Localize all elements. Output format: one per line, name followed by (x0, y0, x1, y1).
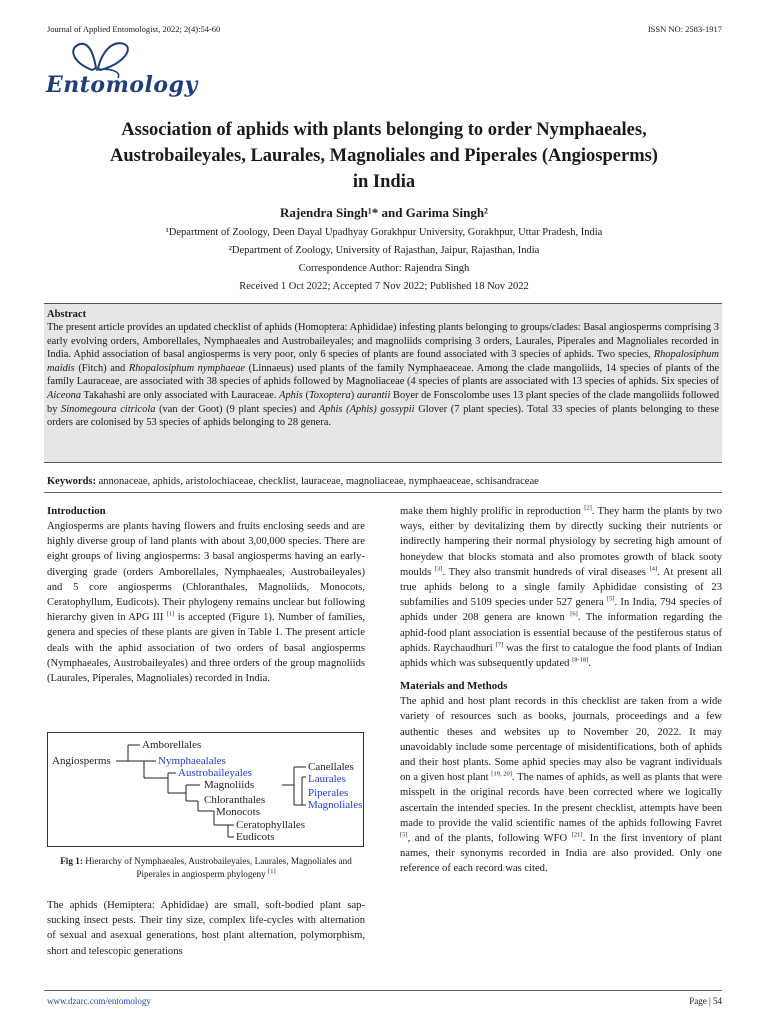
title-line: Association of aphids with plants belonging to order Nymphaeales, (121, 120, 647, 140)
fig-canellales: Canellales (308, 761, 354, 773)
phylogeny-figure (47, 732, 364, 847)
affiliation-1: ¹Department of Zoology, Deen Dayal Upadhyay Gorakhpur University, Gorakhpur, Uttar Pradesh, India (165, 227, 603, 238)
abstract-text: The present article provides an updated checklist of aphids (Homoptera: Aphididae) infesting plants belonging to groups/clades: Basal angiosperms comprising 3 early evolving orders, Amborellales, Nymphaeales and Austrobaileyales; and magnoliids comprising 3 orders, Laurales, Piperales and Magnoliales recorded in India. Aphid association of basal angiosperms is very poor, only 6 species of plants are found associated with 3 species of aphids. Two species, Rhopalosiphum maidis (Fitch) and Rhopalosiphum nymphaeae (Linnaeus) used plants of the family Nymphaeaceae. Among the clade mangoliids, 14 species of plants of the family Lauraceae, are associated with 38 species of aphids followed by Magnoliaceae (4 species of plants are associated with 13 species of aphids. Six species of Aiceona Takahashi are only associated with Lauraceae. Aphis (Toxoptera) aurantii Boyer de Fonscolombe uses 13 plant species of the clade mangoliids followed by Sinomegoura citricola (van der Goot) (9 plant species) and Aphis (Aphis) gossypii Glover (7 plant species). Total 33 species of plants belonging to these orders are colonised by 53 species of aphids belonging to 28 genera. (47, 322, 720, 429)
page-number: Page | 54 (689, 996, 722, 1006)
keywords: Keywords: annonaceae, aphids, aristolochiaceae, checklist, lauraceae, magnoliaceae, nymphaeaceae, schisandraceae (47, 476, 539, 487)
intro-paragraph: Angiosperms are plants having flowers and fruits enclosing seeds and are highly diverse group of land plants with about 3,00,000 species. There are eight groups of living angiosperms: 3 basal angiosperms having an early-diverging grade (orders Amborellales, Nymphaeales, Austrobaileyales) and 5 core angiosperms (Chloranthales, Magnoliids, Monocots, Ceratophyllum, Eudicots). Their phylogeny remains unclear but following hierarchy given in APG III [1] is accepted (Figure 1). Number of families, genera and species of these plants are given in Table 1. The present article deals with the aphid association of two orders of basal angiosperms (Nymphaeales, Austrobaileyales) and three orders of the group magnoliids (Laurales, Piperales, Magnoliales) recorded in India. (47, 521, 365, 685)
fig-eudicots: Eudicots (236, 831, 275, 843)
fig-magnoliids: Magnoliids (204, 779, 255, 791)
fig-piperales: Piperales (308, 787, 349, 799)
title-line: Austrobaileyales, Laurales, Magnoliales and Piperales (Angiosperms) (110, 146, 658, 166)
title-line: in India (352, 172, 416, 192)
fig-ceratophyllales: Ceratophyllales (236, 819, 306, 831)
fig-monocots: Monocots (216, 806, 260, 818)
divider (44, 492, 722, 493)
left-column-continued (47, 898, 365, 959)
aphids-paragraph: The aphids (Hemiptera: Aphididae) are small, soft-bodied plant sap-sucking insect pests. Their tiny size, complex life-cycles with alternation of sexual and asexual generations, host plant alternation, polymorphism, short and telescopic generations (47, 900, 365, 957)
logo-text: Entomology (46, 72, 198, 98)
footer-url-link[interactable]: www.dzarc.com/entomology (47, 996, 151, 1006)
intro-heading: Introduction (47, 505, 106, 517)
fig-magnoliales: Magnoliales (308, 799, 363, 811)
authors: Rajendra Singh¹* and Garima Singh² (280, 205, 488, 220)
methods-heading: Materials and Methods (400, 680, 508, 693)
abstract-box (44, 303, 722, 463)
intro-continued: make them highly prolific in reproduction [2]. They harm the plants by two ways, either by devitalizing them by directly sucking their nutrients or indirectly hampering their normal physiology by secreting high amount of honeydew that blocks stomata and also promotes growth of black sooty moulds [3]. They also transmit hundreds of viral diseases [4]. At present all true aphids belong to a single family Aphididae consisting of 23 subfamilies and 5109 species under 527 genera [5]. In India, 794 species of aphids under 208 genera are known [6]. The information regarding the aphid-food plant association is essential because of the pestiferous status of aphids. Raychaudhuri [7] was the first to catalogue the food plants of Indian aphids which was subsequently updated [8-18]. (400, 504, 722, 670)
affiliation-2: ²Department of Zoology, University of Rajasthan, Jaipur, Rajasthan, India (228, 245, 540, 256)
methods-paragraph: The aphid and host plant records in this checklist are taken from a wide variety of resources such as books, journals, proceedings and a few authentic theses and websites up to November 20, 2022. It may unavoidably include some percentage of misidentifications, both of aphids and their host plants. Some aphid species may also be vagrant individuals on a given host plant [19, 20]. The names of aphids, as well as plants that were misspelt in the original records have been corrected where we logically ascertain the intended species. In the present checklist, attempts have been made to provide the valid scientific names of the aphids following Favret [5], and of the plants, following WFO [21]. In the first inventory of plant names, their synonyms recorded in India are also provided. Only one reference of each record was cited. (400, 696, 723, 875)
fig-amborellales: Amborellales (142, 739, 202, 751)
footer-divider (44, 990, 722, 991)
fig-laurales: Laurales (308, 773, 346, 785)
article-title (40, 117, 728, 195)
right-column (400, 504, 722, 877)
fig-chloranthales: Chloranthales (204, 794, 266, 806)
issn: ISSN NO: 2583-1917 (647, 24, 722, 34)
journal-citation: Journal of Applied Entomologist, 2022; 2(4):54-60 (47, 24, 221, 34)
fig-nymphaeales: Nymphaealales (158, 755, 226, 767)
abstract-heading: Abstract (47, 309, 87, 320)
left-column (47, 504, 365, 686)
dates: Received 1 Oct 2022; Accepted 7 Nov 2022; Published 18 Nov 2022 (239, 281, 529, 292)
fig-austrobaileyales: Austrobaileyales (178, 767, 252, 779)
journal-logo (44, 40, 198, 102)
fig-angiosperms: Angiosperms (52, 755, 111, 767)
correspondence: Correspondence Author: Rajendra Singh (298, 263, 470, 274)
figure-caption: Fig 1: Hierarchy of Nymphaeales, Austrobaileyales, Laurales, Magnoliales and Piperales in angiosperm phylogeny [1] (60, 856, 352, 879)
